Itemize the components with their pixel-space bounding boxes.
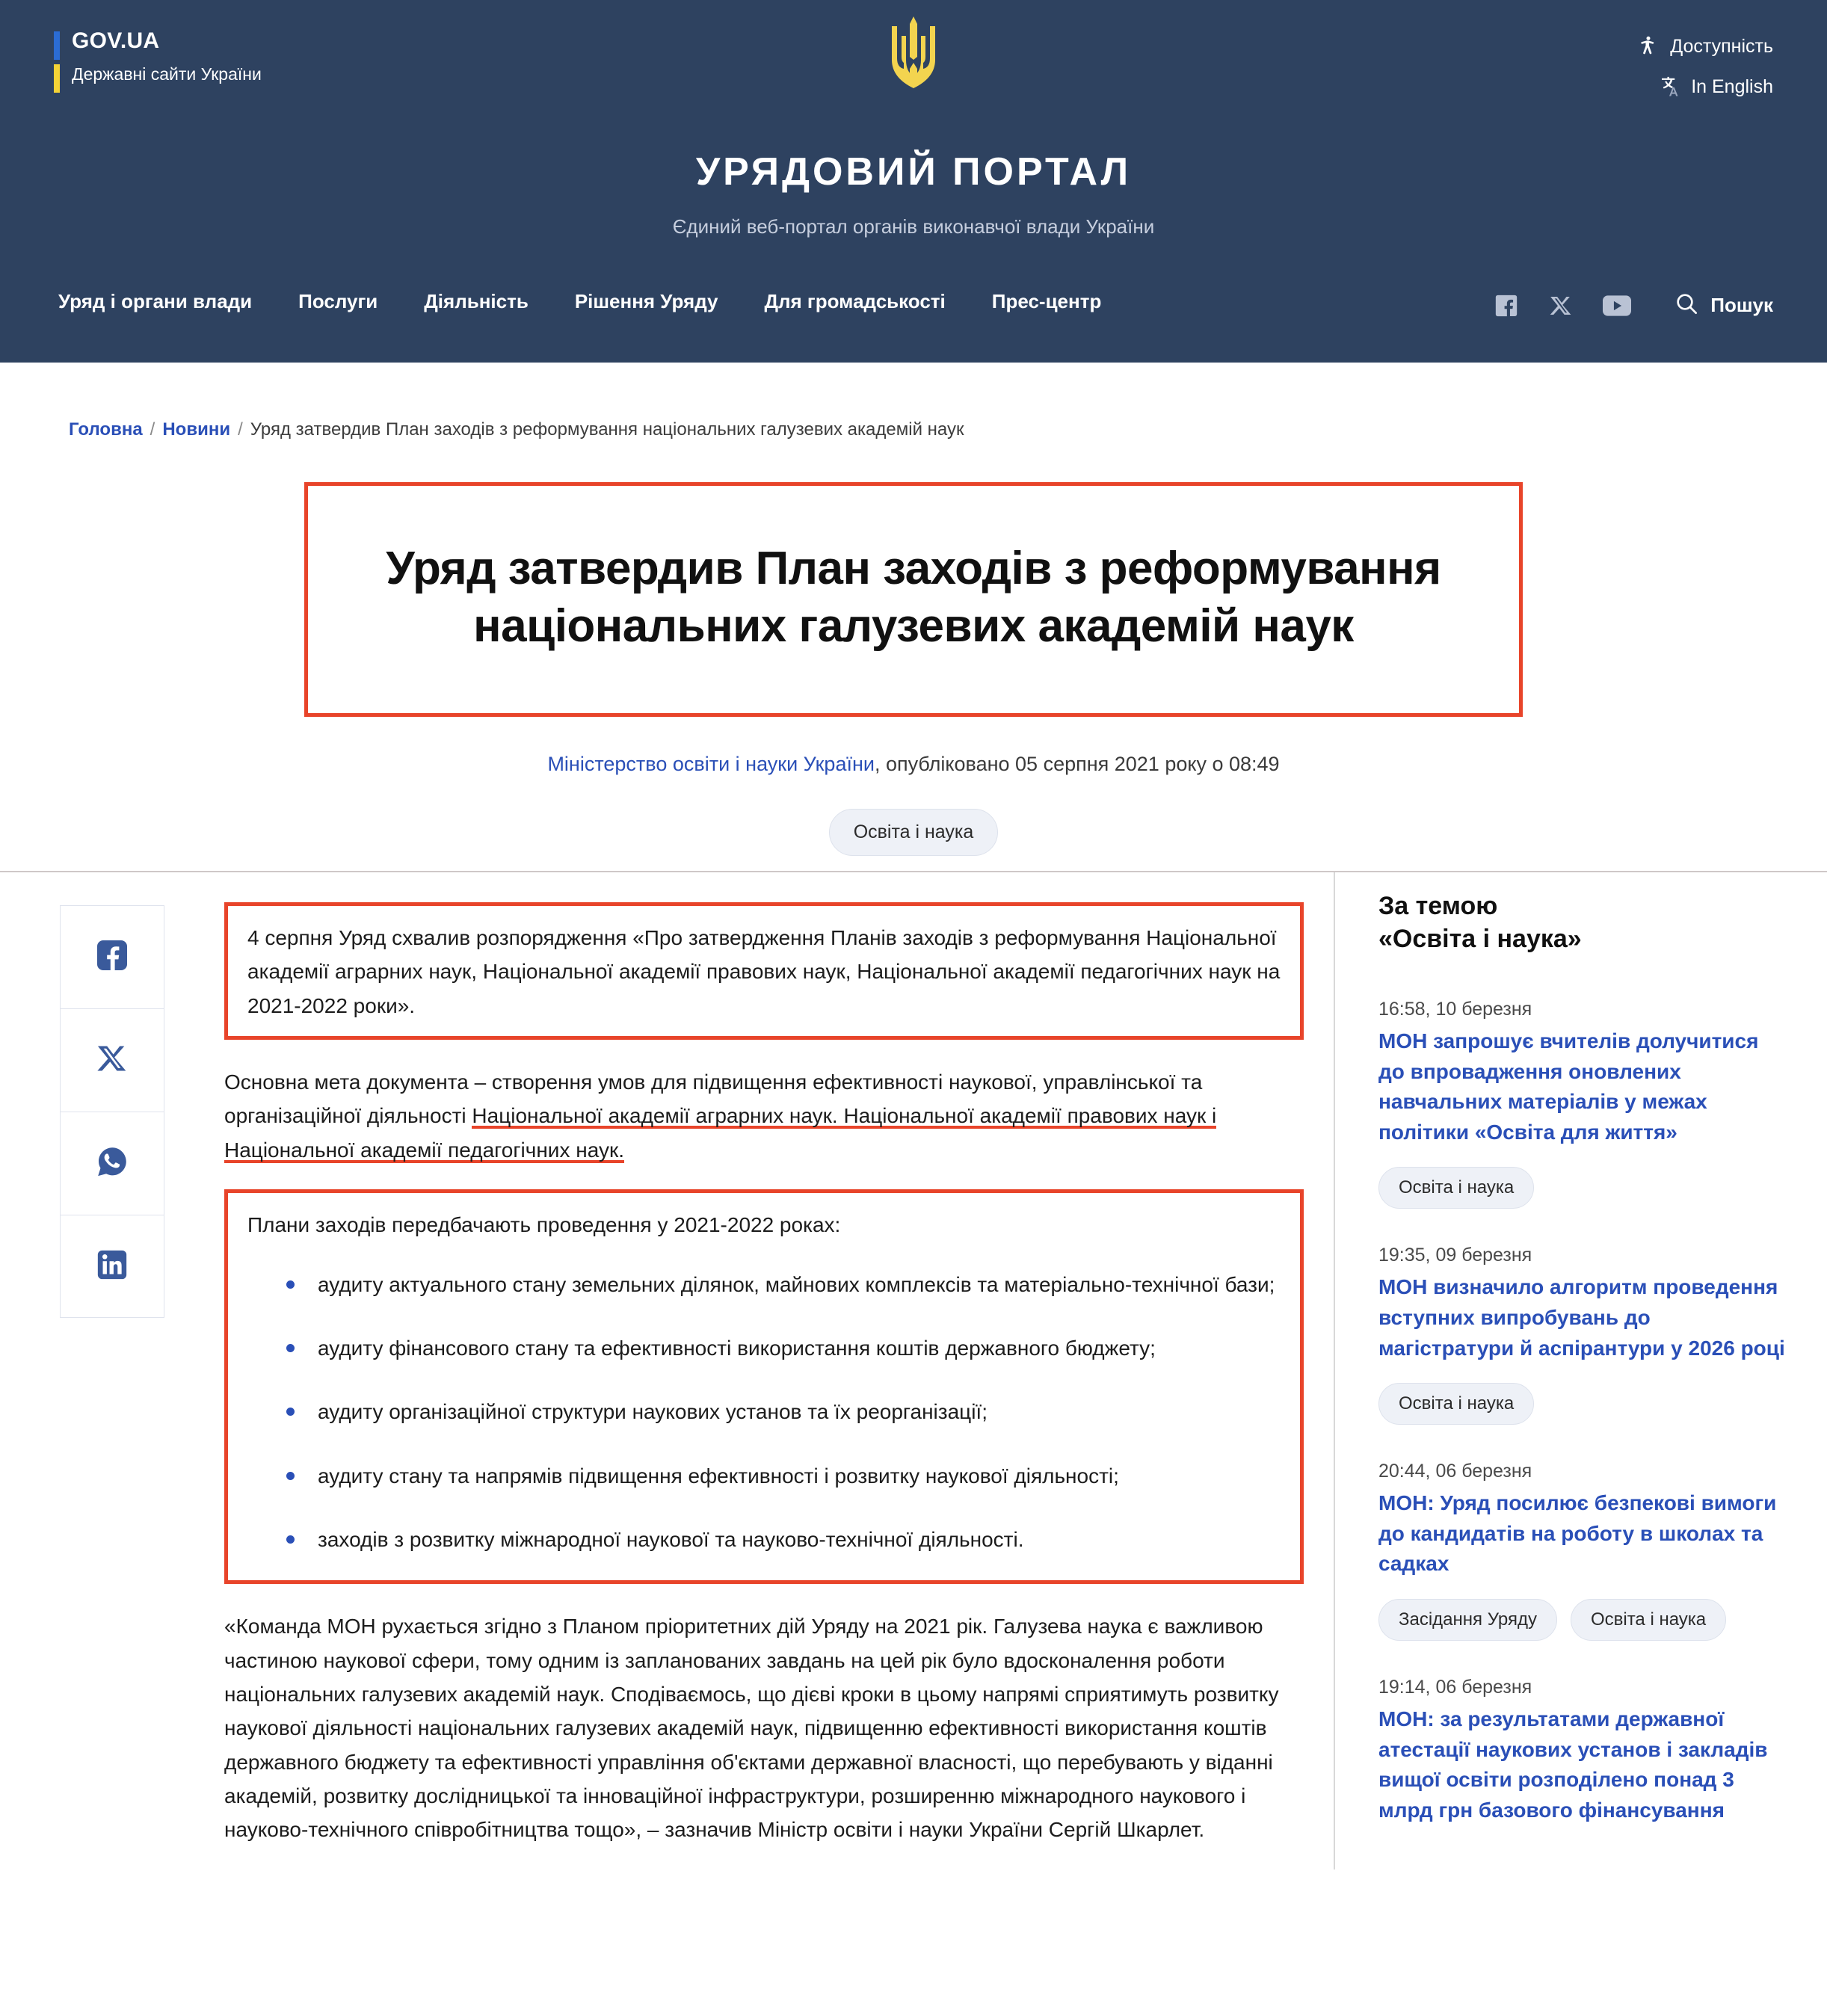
- purpose-text-plain: Основна мета документа – створення умов для підвищення ефективності наукової, управлінської та організаційної діяльності: [224, 1070, 1203, 1128]
- list-item: [1378, 999, 1790, 1209]
- article-quote-paragraph: «Команда МОН рухається згідно з Планом пріоритетних дій Уряду на 2021 рік. Галузева наука є важливою частиною наукової сфери, тому одним із запланованих завдань на цей рік було вдосконалення роботи національних галузевих академій наук. Сподіваємось, що дієві кроки в цьому напрямі сприятимуть розвитку наукової діяльності національних галузевих академій наук, підвищенню ефективності використання коштів державного бюджету та ефективності управління об'єктами державної власності, що перебувають у віданні академій, розвитку дослідницької та інноваційної інфраструктури, розширенню міжнародного наукового і науково-технічного співробітництва тощо», – зазначив Міністр освіти і науки України Сергій Шкарлет.: [224, 1615, 1279, 1842]
- related-item-tag[interactable]: Освіта і наука: [1378, 1167, 1534, 1209]
- related-item-time: 19:14, 06 березня: [1378, 1676, 1532, 1698]
- nav-item-government[interactable]: Уряд і органи влади: [58, 290, 253, 312]
- related-item-title[interactable]: МОН: за результатами державної атестації наукових установ і закладів вищої освіти розподілено понад 3 млрд грн базового фінансування: [1378, 1707, 1768, 1822]
- linkedin-share-icon: [95, 1248, 129, 1286]
- nav-item-activity[interactable]: Діяльність: [424, 290, 529, 312]
- list-item: [1378, 1677, 1790, 1825]
- related-item-tags: [1378, 1599, 1790, 1641]
- facebook-icon[interactable]: [1494, 293, 1519, 318]
- related-item-tag[interactable]: Освіта і наука: [1571, 1599, 1726, 1641]
- nav-item-services[interactable]: Послуги: [298, 290, 378, 312]
- related-item-time: 20:44, 06 березня: [1378, 1461, 1532, 1482]
- breadcrumb-current: Уряд затвердив План заходів з реформування національних галузевих академій наук: [250, 419, 964, 440]
- related-item-time: 19:35, 09 березня: [1378, 1245, 1532, 1266]
- list-item: [1378, 1461, 1790, 1641]
- related-item-title[interactable]: МОН: Уряд посилює безпекові вимоги до кандидатів на роботу в школах та садках: [1378, 1491, 1777, 1576]
- ukraine-trident-emblem: [883, 13, 944, 94]
- translate-icon: [1658, 75, 1680, 99]
- article-tag-row: [0, 809, 1827, 856]
- breadcrumb-separator-2: /: [238, 419, 243, 440]
- page-title: Уряд затвердив План заходів з реформування національних галузевих академій наук: [386, 542, 1441, 653]
- language-switch-button[interactable]: [1637, 75, 1773, 99]
- related-item-title[interactable]: МОН визначило алгоритм проведення вступних випробувань до магістратури й аспірантури у 2026 році: [1378, 1275, 1785, 1360]
- related-item-tag[interactable]: Засідання Уряду: [1378, 1599, 1557, 1641]
- related-item-title[interactable]: МОН запрошує вчителів долучитися до впровадження оновлених навчальних матеріалів у межах політики «Освіта для життя»: [1378, 1029, 1759, 1144]
- header-utility-links: [1637, 34, 1773, 115]
- article-tag[interactable]: Освіта і наука: [829, 809, 999, 856]
- related-heading-line1: За темою: [1378, 892, 1498, 920]
- breadcrumb-home[interactable]: Головна: [69, 419, 143, 440]
- govua-logo[interactable]: [54, 27, 262, 93]
- portal-title: УРЯДОВИЙ ПОРТАЛ: [695, 150, 1132, 194]
- accessibility-label: Доступність: [1670, 35, 1773, 57]
- site-header: [0, 0, 1827, 363]
- article-source-link[interactable]: Міністерство освіти і науки України: [547, 753, 875, 776]
- list-item: аудиту стану та напрямів підвищення ефективності і розвитку наукової діяльності;: [286, 1459, 1281, 1493]
- nav-item-public[interactable]: Для громадськості: [764, 290, 946, 312]
- header-social-and-search: [1494, 292, 1773, 319]
- purpose-text-highlighted: Національної академії аграрних наук. Національної академії правових наук і Національної академії педагогічних наук.: [224, 1104, 1217, 1162]
- portal-subtitle: Єдиний веб-портал органів виконавчої влади України: [672, 215, 1155, 238]
- search-button[interactable]: [1675, 292, 1773, 319]
- facebook-share-icon: [94, 937, 130, 977]
- accessibility-icon: [1637, 34, 1660, 58]
- whatsapp-share-icon: [95, 1144, 129, 1183]
- breadcrumb: [0, 363, 1827, 440]
- govua-logo-subtitle: Державні сайти України: [72, 64, 262, 84]
- article-byline: [0, 753, 1827, 776]
- social-share-sidebar: [0, 872, 224, 1318]
- list-item: аудиту фінансового стану та ефективності використання коштів державного бюджету;: [286, 1331, 1281, 1365]
- accessibility-button[interactable]: [1637, 34, 1773, 58]
- article-header-card: [0, 363, 1827, 872]
- article-body: [224, 872, 1334, 1869]
- govua-logo-text: GOV.UA: [72, 28, 160, 53]
- page-body: [0, 872, 1827, 1869]
- share-linkedin-button[interactable]: [60, 1215, 164, 1318]
- plans-intro: Плани заходів передбачають проведення у 2021-2022 роках:: [247, 1213, 841, 1237]
- related-heading-line2: «Освіта і наука»: [1378, 924, 1582, 953]
- article-purpose-paragraph: [224, 1065, 1304, 1167]
- youtube-icon[interactable]: [1603, 295, 1631, 317]
- share-x-twitter-button[interactable]: [60, 1008, 164, 1112]
- related-item-tag[interactable]: Освіта і наука: [1378, 1383, 1534, 1425]
- search-icon: [1675, 292, 1698, 319]
- article-lead-paragraph: 4 серпня Уряд схвалив розпорядження «Про затвердження Планів заходів з реформування Національної академії аграрних наук, Національної академії правових наук, Національної академії педагогічних наук на 2021-2022 роки».: [247, 926, 1281, 1017]
- breadcrumb-separator-1: /: [150, 419, 155, 440]
- main-navigation: [58, 290, 1101, 313]
- share-whatsapp-button[interactable]: [60, 1112, 164, 1215]
- nav-item-press-center[interactable]: Прес-центр: [991, 290, 1102, 312]
- x-twitter-share-icon: [96, 1042, 129, 1079]
- nav-item-decisions[interactable]: Рішення Уряду: [574, 290, 718, 312]
- share-facebook-button[interactable]: [60, 905, 164, 1008]
- related-news-sidebar: [1334, 872, 1827, 1869]
- govua-flag-bars: [54, 27, 60, 93]
- related-item-tags: [1378, 1383, 1790, 1425]
- language-label: In English: [1691, 75, 1773, 97]
- related-item-time: 16:58, 10 березня: [1378, 999, 1532, 1020]
- list-item: заходів з розвитку міжнародної наукової та науково-технічної діяльності.: [286, 1523, 1281, 1556]
- lead-paragraph-annotation-box: [224, 902, 1304, 1040]
- plans-list: [247, 1268, 1281, 1557]
- x-twitter-icon[interactable]: [1549, 294, 1573, 318]
- list-item: аудиту організаційної структури наукових установ та їх реорганізації;: [286, 1395, 1281, 1428]
- article-published-date: , опубліковано 05 серпня 2021 року о 08:49: [874, 753, 1280, 776]
- related-item-tags: [1378, 1167, 1790, 1209]
- plans-annotation-box: [224, 1189, 1304, 1584]
- related-heading: [1378, 890, 1790, 955]
- breadcrumb-news[interactable]: Новини: [162, 419, 231, 440]
- list-item: аудиту актуального стану земельних ділянок, майнових комплексів та матеріально-технічної бази;: [286, 1268, 1281, 1301]
- article-title-annotation-box: [304, 482, 1523, 717]
- list-item: [1378, 1245, 1790, 1425]
- search-label: Пошук: [1710, 294, 1773, 316]
